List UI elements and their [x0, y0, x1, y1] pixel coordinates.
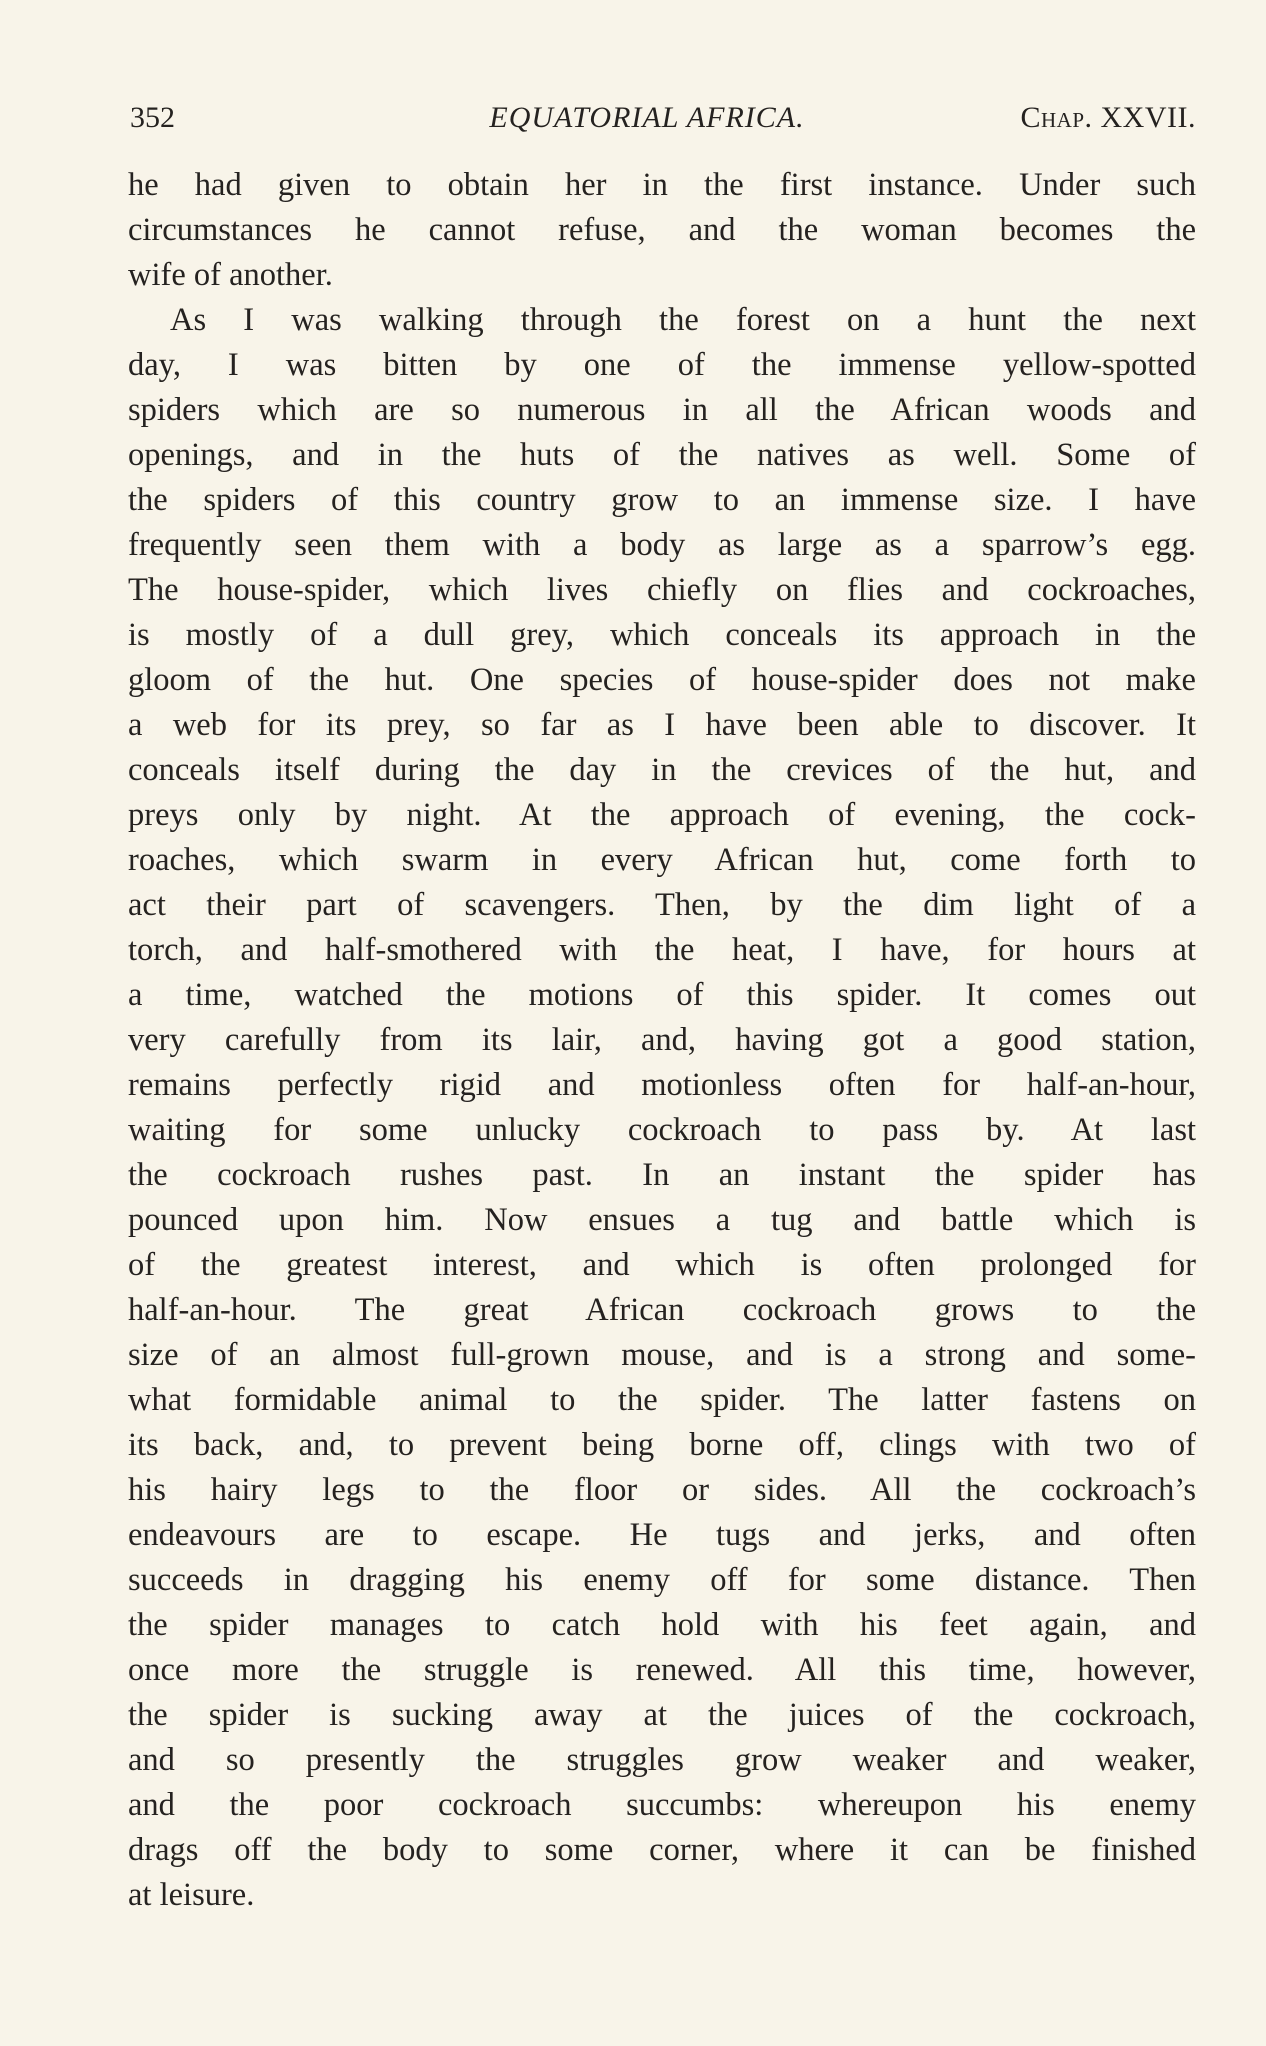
text-line: gloom of the hut. One species of house-spider does not make	[128, 662, 1196, 698]
text-line: drags off the body to some corner, where it can be finished	[128, 1832, 1196, 1868]
text-line: his hairy legs to the floor or sides. All the cockroach’s	[128, 1472, 1196, 1508]
text-line: spiders which are so numerous in all the African woods and	[128, 392, 1196, 428]
text-line: torch, and half-smothered with the heat, I have, for hours at	[128, 932, 1196, 968]
text-line: As I was walking through the forest on a hunt the next	[170, 302, 1196, 338]
text-line: succeeds in dragging his enemy off for some distance. Then	[128, 1562, 1196, 1598]
body-text	[128, 163, 1196, 1918]
text-line: endeavours are to escape. He tugs and jerks, and often	[128, 1517, 1196, 1553]
book-page	[128, 96, 1196, 1918]
text-line: the spider manages to catch hold with his feet again, and	[128, 1607, 1196, 1643]
text-line: openings, and in the huts of the natives as well. Some of	[128, 437, 1196, 473]
page-number: 352	[130, 101, 175, 134]
text-line: and the poor cockroach succumbs: whereupon his enemy	[128, 1787, 1196, 1823]
text-line: a time, watched the motions of this spider. It comes out	[128, 977, 1196, 1013]
text-line: once more the struggle is renewed. All this time, however,	[128, 1652, 1196, 1688]
text-line: remains perfectly rigid and motionless often for half-an-hour,	[128, 1067, 1196, 1103]
text-line: a web for its prey, so far as I have been able to discover. It	[128, 707, 1196, 743]
text-line: he had given to obtain her in the first instance. Under such	[128, 167, 1196, 203]
text-line: very carefully from its lair, and, having got a good station,	[128, 1022, 1196, 1058]
chapter-label: Chap. XXVII.	[1020, 101, 1196, 134]
page-header	[128, 96, 1196, 140]
text-line: pounced upon him. Now ensues a tug and battle which is	[128, 1202, 1196, 1238]
text-line: the spider is sucking away at the juices of the cockroach,	[128, 1697, 1196, 1733]
running-title: EQUATORIAL AFRICA.	[489, 101, 805, 134]
text-line: frequently seen them with a body as large as a sparrow’s egg.	[128, 527, 1196, 563]
text-line: half-an-hour. The great African cockroach grows to the	[128, 1292, 1196, 1328]
text-line: of the greatest interest, and which is often prolonged for	[128, 1247, 1196, 1283]
text-line: The house-spider, which lives chiefly on flies and cockroaches,	[128, 572, 1196, 608]
text-line: the spiders of this country grow to an immense size. I have	[128, 482, 1196, 518]
text-line: waiting for some unlucky cockroach to pass by. At last	[128, 1112, 1196, 1148]
text-line: wife of another.	[128, 257, 333, 293]
text-line: what formidable animal to the spider. The latter fastens on	[128, 1382, 1196, 1418]
text-line: its back, and, to prevent being borne off, clings with two of	[128, 1427, 1196, 1463]
text-line: and so presently the struggles grow weaker and weaker,	[128, 1742, 1196, 1778]
text-line: preys only by night. At the approach of evening, the cock-	[128, 797, 1196, 833]
text-line: act their part of scavengers. Then, by the dim light of a	[128, 887, 1196, 923]
text-line: the cockroach rushes past. In an instant the spider has	[128, 1157, 1196, 1193]
text-line: at leisure.	[128, 1877, 255, 1913]
text-line: roaches, which swarm in every African hut, come forth to	[128, 842, 1196, 878]
text-line: size of an almost full-grown mouse, and is a strong and some-	[128, 1337, 1196, 1373]
text-line: circumstances he cannot refuse, and the woman becomes the	[128, 212, 1196, 248]
text-line: conceals itself during the day in the crevices of the hut, and	[128, 752, 1196, 788]
text-line: is mostly of a dull grey, which conceals its approach in the	[128, 617, 1196, 653]
text-line: day, I was bitten by one of the immense yellow-spotted	[128, 347, 1196, 383]
